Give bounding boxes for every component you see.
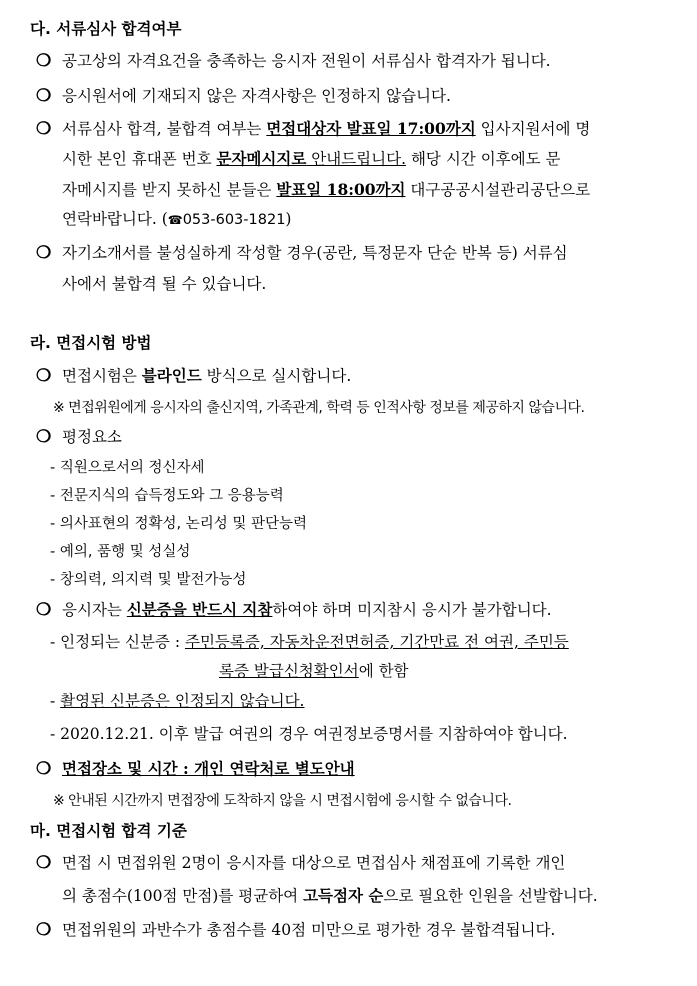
criteria-item: - 예의, 품행 및 성실성 (50, 544, 191, 560)
bullet-icon: ❍ (36, 243, 52, 263)
text-span: ) (285, 210, 292, 228)
text-span: 안내드립니다. (306, 150, 407, 168)
announcement-deadline: 면접대상자 발표일 17:00까지 (266, 119, 476, 138)
text-span: 의 총점수(100점 만점)를 평균하여 (62, 887, 304, 905)
bullet-icon: ❍ (36, 86, 52, 106)
text-span: 서류심사 합격, 불합격 여부는 (62, 120, 267, 138)
text-span: 에 한함 (358, 662, 409, 680)
bullet-text (62, 119, 590, 139)
photo-id-notice (50, 691, 304, 711)
text-span: 대구공공시설관리공단으로 (405, 181, 591, 199)
accepted-id-line-cont (219, 661, 409, 681)
accepted-id-list: 주민등록증, 자동차운전면허증, 기간만료 전 여권, 주민등 (184, 633, 569, 651)
contact-deadline: 발표일 18:00까지 (276, 180, 406, 199)
bullet-text-cont (62, 209, 291, 230)
bullet-icon: ❍ (36, 119, 52, 139)
section-heading-interview-method: 라. 면접시험 방법 (30, 334, 152, 352)
accepted-id-line (50, 632, 569, 652)
bullet-icon: ❍ (36, 600, 52, 620)
text-span: 록증 발급신청확인서 (219, 662, 359, 680)
high-score-order: 고득점자 순 (303, 886, 384, 905)
text-span: - (50, 692, 61, 710)
blind-method: 블라인드 (141, 366, 202, 385)
bullet-icon: ❍ (36, 853, 52, 873)
bullet-text: 면접 시 면접위원 2명이 응시자를 대상으로 면접심사 채점표에 기록한 개인 (62, 854, 566, 872)
text-span: 촬영된 신분증은 인정되지 않습니다. (60, 692, 305, 710)
bullet-text-cont (62, 886, 598, 906)
bullet-icon: ❍ (36, 51, 52, 71)
text-span: 해당 시간 이후에도 문 (406, 150, 561, 168)
section-heading-pass-criteria: 마. 면접시험 합격 기준 (30, 822, 187, 840)
bullet-text-cont: 사에서 불합격 될 수 있습니다. (62, 275, 267, 293)
criteria-item: - 의사표현의 정확성, 논리성 및 판단능력 (50, 516, 307, 532)
criteria-item: - 전문지식의 습득정도와 그 응용능력 (50, 488, 284, 504)
text-span: - 인정되는 신분증 : (50, 633, 185, 651)
text-span: 자메시지를 받지 못하신 분들은 (62, 181, 277, 199)
bullet-text (62, 366, 351, 386)
section-heading-document-review: 다. 서류심사 합격여부 (30, 20, 182, 38)
text-span: 응시자는 (62, 601, 127, 619)
text-span: 시한 본인 휴대폰 번호 (62, 150, 217, 168)
bullet-text: 응시원서에 기재되지 않은 자격사항은 인정하지 않습니다. (62, 87, 451, 105)
passport-notice: - 2020.12.21. 이후 발급 여권의 경우 여권정보증명서를 지참하여야 합니다. (50, 725, 568, 743)
bullet-text-cont (62, 180, 590, 200)
note-text: ※ 면접위원에게 응시자의 출신지역, 가족관계, 학력 등 인적사항 정보를 제공하지 않습니다. (53, 400, 585, 416)
bullet-text: 자기소개서를 불성실하게 작성할 경우(공란, 특정문자 단순 반복 등) 서류심 (62, 244, 568, 262)
note-text: ※ 안내된 시간까지 면접장에 도착하지 않을 시 면접시험에 응시할 수 없습니다. (53, 793, 512, 809)
bullet-icon: ❍ (36, 366, 52, 386)
bullet-icon: ❍ (36, 920, 52, 940)
bullet-text (62, 600, 552, 620)
phone-icon: ☎ (167, 213, 183, 227)
text-span: 연락바랍니다. ( (62, 210, 168, 228)
id-required-notice: 신분증을 반드시 지참 (126, 600, 273, 619)
criteria-item: - 창의력, 의지력 및 발전가능성 (50, 572, 247, 588)
bullet-text: 평정요소 (62, 428, 122, 446)
text-span: 으로 필요한 인원을 선발합니다. (383, 887, 598, 905)
sms-notice: 문자메시지로 (216, 149, 307, 168)
bullet-icon: ❍ (36, 759, 52, 779)
bullet-icon: ❍ (36, 427, 52, 447)
bullet-text-cont (62, 149, 560, 169)
text-span: 입사지원서에 명 (475, 120, 591, 138)
bullet-text: 면접위원의 과반수가 총점수를 40점 미만으로 평가한 경우 불합격됩니다. (62, 921, 556, 939)
interview-place-time: 면접장소 및 시간 : 개인 연락처로 별도안내 (62, 759, 355, 778)
text-span: 면접시험은 (62, 367, 142, 385)
text-span: 하여야 하며 미지참시 응시가 불가합니다. (272, 601, 552, 619)
bullet-text: 공고상의 자격요건을 충족하는 응시자 전원이 서류심사 합격자가 됩니다. (62, 52, 551, 70)
phone-number: 053-603-1821 (182, 212, 286, 228)
criteria-item: - 직원으로서의 정신자세 (50, 460, 205, 476)
text-span: 방식으로 실시합니다. (201, 367, 352, 385)
